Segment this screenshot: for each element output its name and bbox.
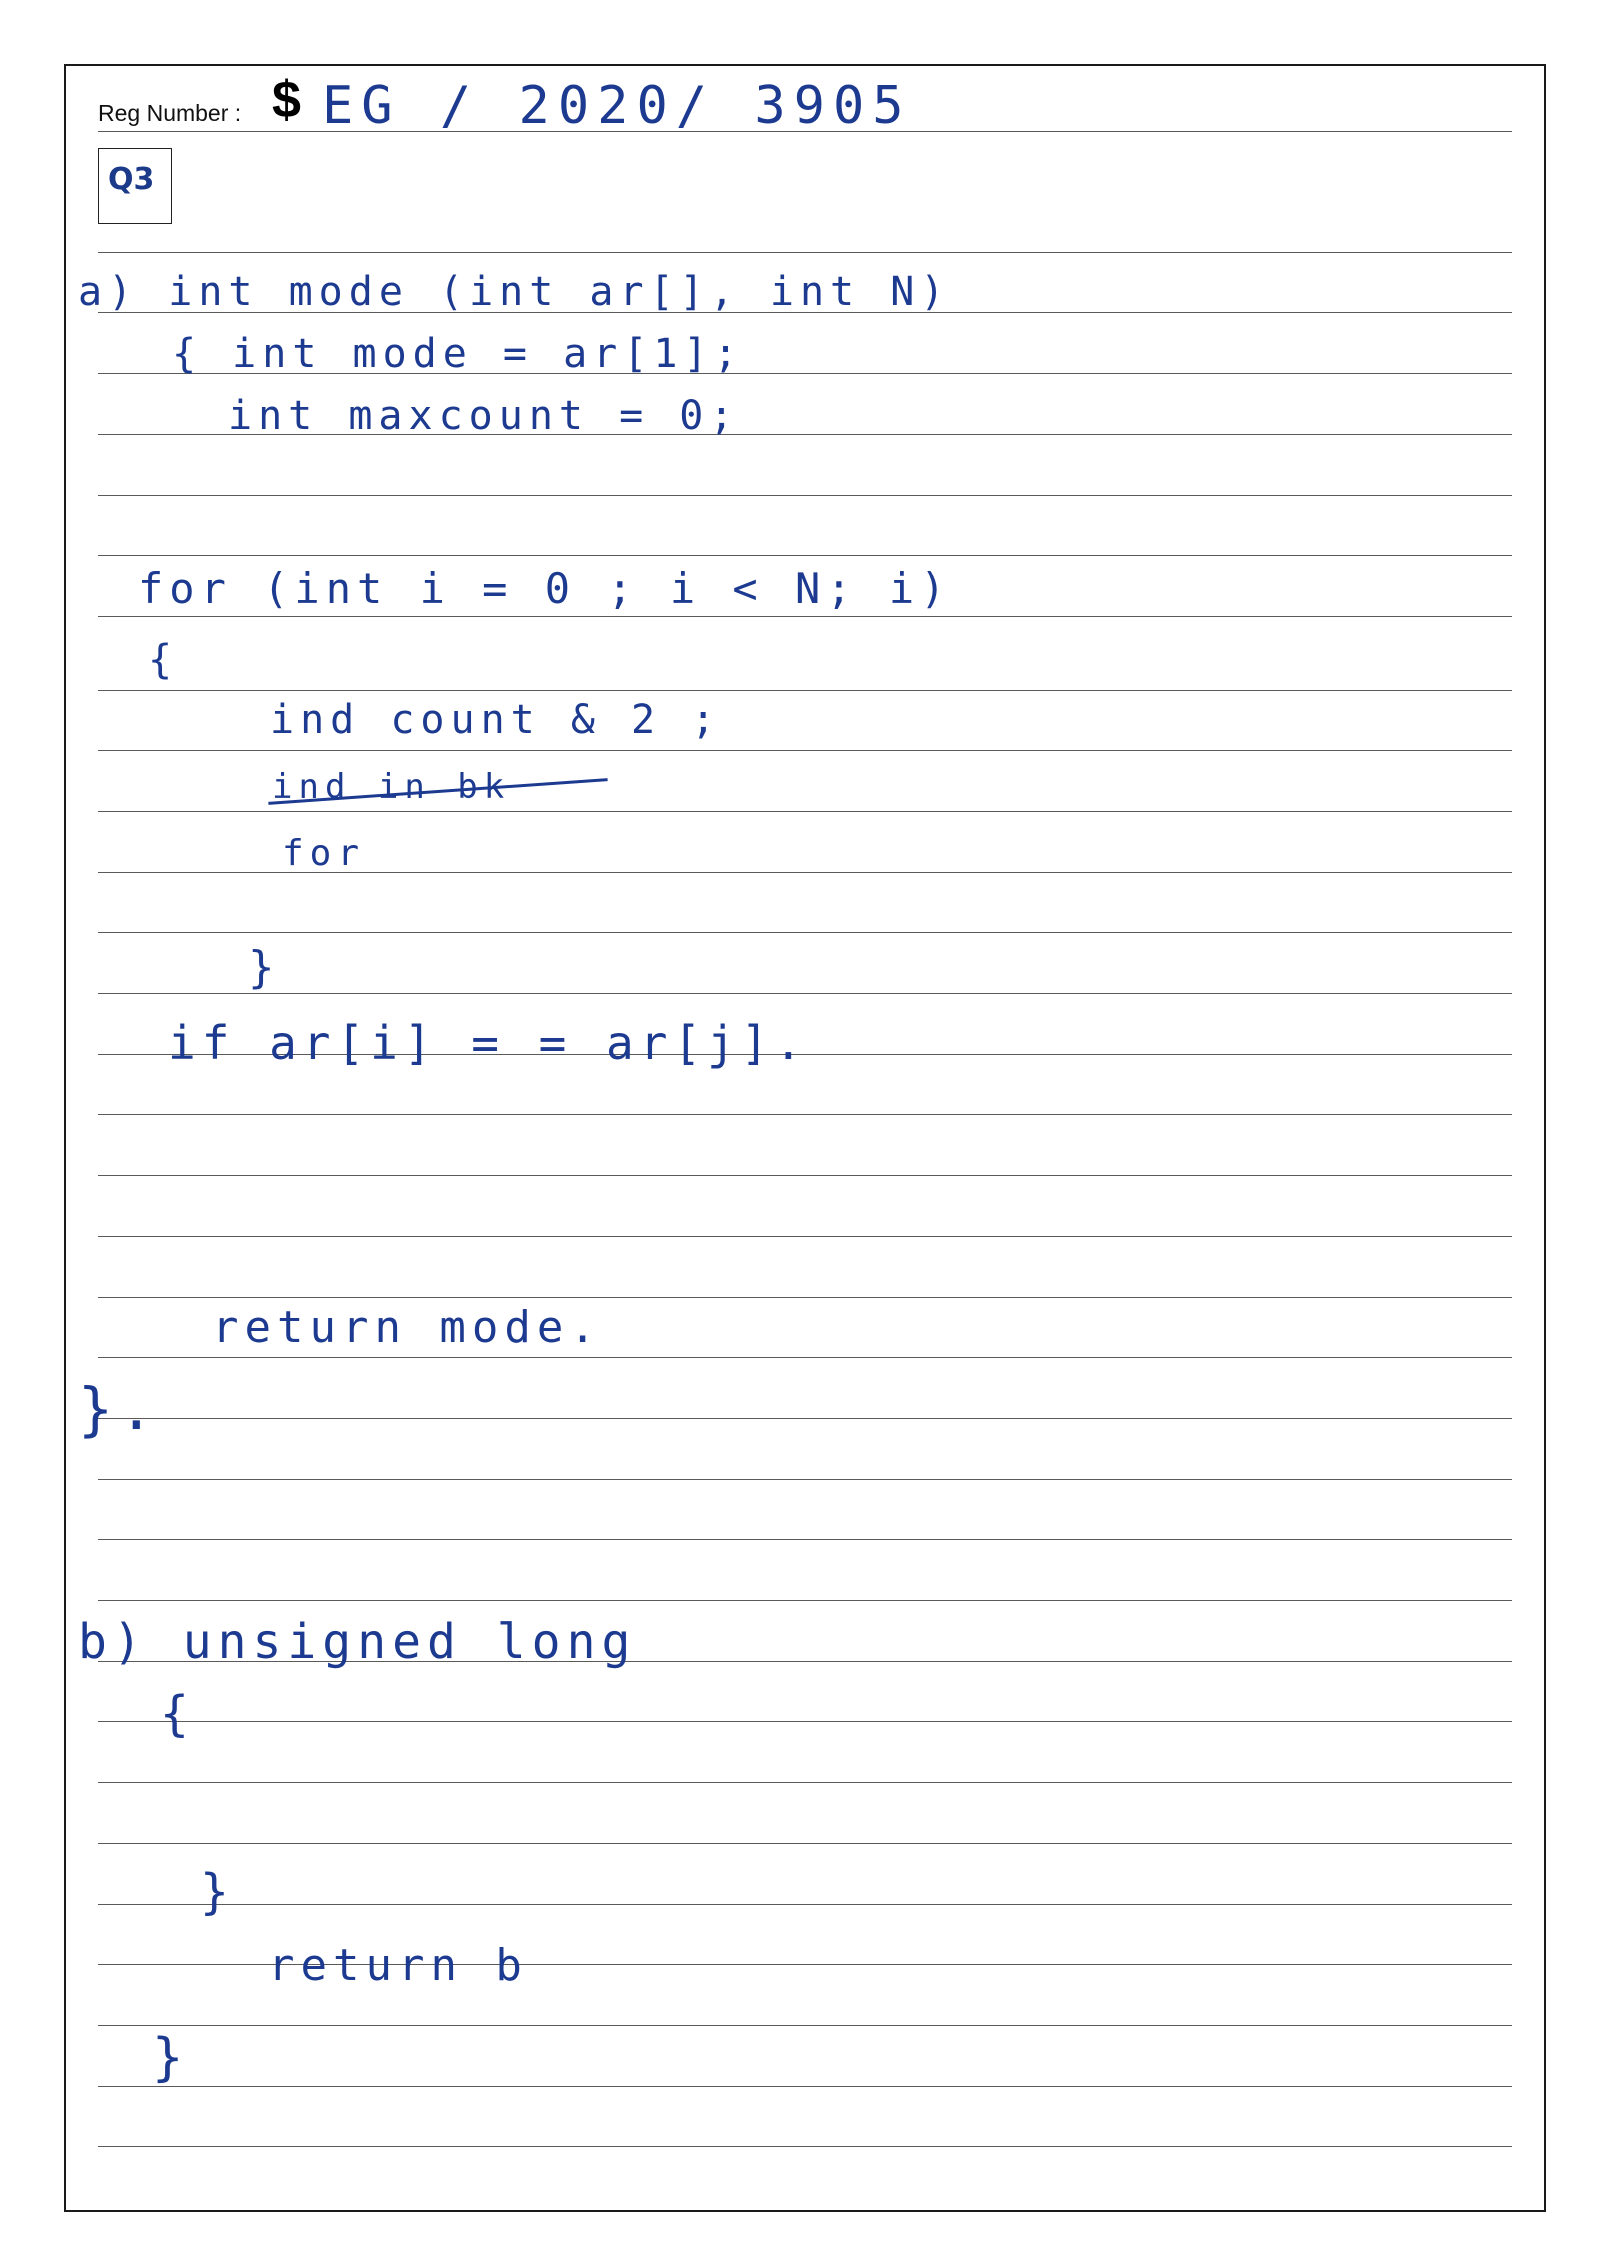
count-decl: ind count & 2 ; bbox=[270, 697, 722, 743]
end-brace-a: }. bbox=[78, 1375, 160, 1443]
open-brace-a: { bbox=[148, 637, 179, 683]
end-brace-b: } bbox=[152, 2028, 190, 2088]
return-b: return b bbox=[268, 1940, 528, 1991]
decl-maxcount: int maxcount = 0; bbox=[228, 393, 740, 439]
close-brace-loop: } bbox=[248, 942, 281, 993]
if-statement: if ar[i] = = ar[j]. bbox=[168, 1016, 809, 1070]
reg-number-label: Reg Number : bbox=[98, 100, 242, 126]
answer-sheet-border bbox=[64, 64, 1546, 2212]
for-outer: for (int i = 0 ; i < N; i) bbox=[138, 564, 952, 613]
return-mode: return mode. bbox=[212, 1302, 602, 1353]
open-brace-b: { bbox=[160, 1686, 195, 1742]
decl-mode: { int mode = ar[1]; bbox=[172, 331, 744, 377]
function-signature-b: b) unsigned long bbox=[78, 1614, 637, 1670]
struck-text: ind in bk bbox=[272, 767, 511, 807]
for-inner: for bbox=[282, 833, 366, 874]
reg-number-value: EG / 2020/ 3905 bbox=[322, 76, 912, 136]
inner-brace-b: } bbox=[200, 1864, 235, 1920]
function-signature-a: a) int mode (int ar[], int N) bbox=[78, 269, 951, 315]
question-number: Q3 bbox=[108, 162, 155, 197]
dollar-mark: $ bbox=[272, 71, 301, 129]
